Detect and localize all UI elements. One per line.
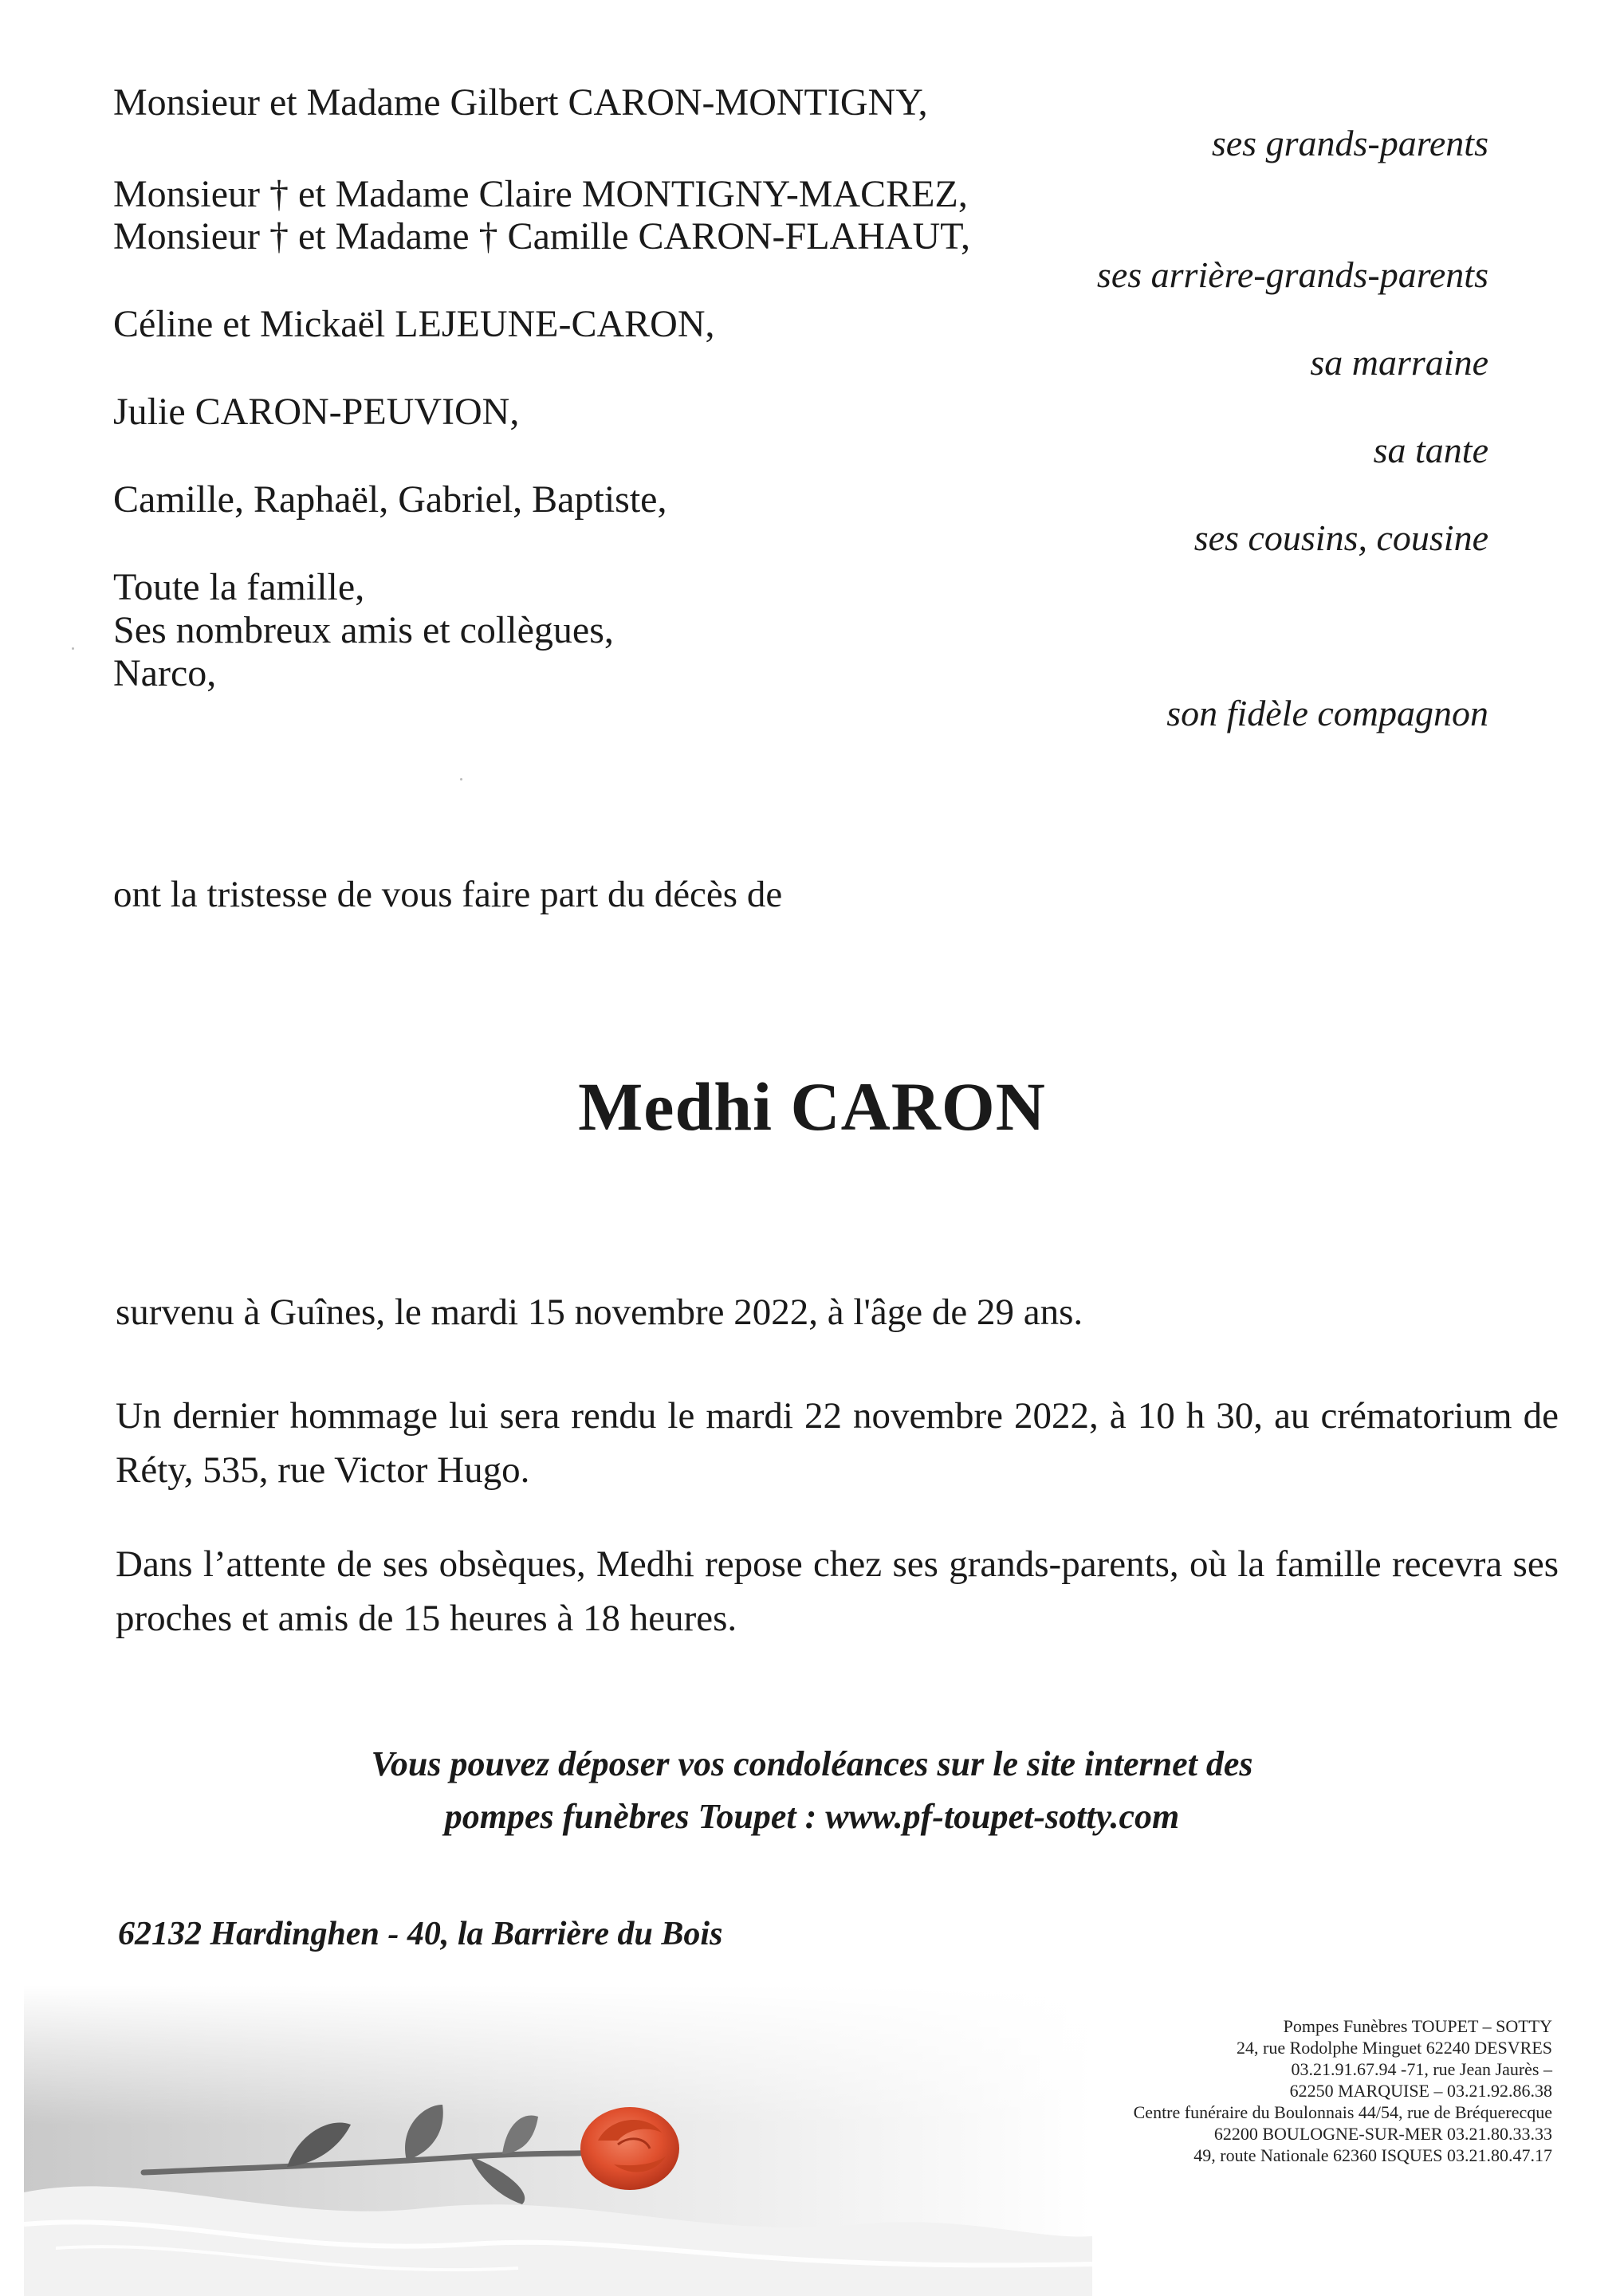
family-line: Narco, xyxy=(113,652,217,694)
top-fade xyxy=(24,1985,1092,2296)
role-label: son fidèle compagnon xyxy=(1166,693,1488,733)
role-label: sa tante xyxy=(1373,430,1488,470)
funeral-home-line: Centre funéraire du Boulonnais 44/54, rue de Bréquerecque xyxy=(1133,2102,1552,2122)
role-label: ses grands-parents xyxy=(1211,123,1488,163)
family-line: Camille, Raphaël, Gabriel, Baptiste, xyxy=(113,478,667,521)
role-label: ses arrière-grands-parents xyxy=(1096,254,1488,295)
condolences-notice xyxy=(0,1738,1624,1843)
announcement-text: ont la tristesse de vous faire part du décès de xyxy=(113,874,783,915)
funeral-home-line: 49, route Nationale 62360 ISQUES 03.21.80.47.17 xyxy=(1193,2145,1552,2165)
rose-on-beach-image xyxy=(24,1985,1092,2296)
death-details: survenu à Guînes, le mardi 15 novembre 2022, à l'âge de 29 ans. xyxy=(116,1292,1083,1333)
family-line: Ses nombreux amis et collègues, xyxy=(113,609,614,651)
funeral-home-info xyxy=(1134,2015,1552,2166)
scan-speck xyxy=(72,647,74,650)
condolences-line-2[interactable]: pompes funèbres Toupet : www.pf-toupet-sotty.com xyxy=(444,1797,1180,1836)
family-line: Monsieur † et Madame † Camille CARON-FLAHAUT, xyxy=(113,215,970,258)
role-label: sa marraine xyxy=(1310,342,1488,383)
funeral-home-line: 24, rue Rodolphe Minguet 62240 DESVRES xyxy=(1237,2038,1552,2058)
deceased-name: Medhi CARON xyxy=(578,1068,1046,1145)
family-address: 62132 Hardinghen - 40, la Barrière du Bois xyxy=(118,1916,723,1952)
rose-bloom xyxy=(580,2107,679,2190)
family-line: Céline et Mickaël LEJEUNE-CARON, xyxy=(113,303,715,345)
family-line: Monsieur et Madame Gilbert CARON-MONTIGNY, xyxy=(113,81,928,124)
funeral-home-line: 62250 MARQUISE – 03.21.92.86.38 xyxy=(1289,2081,1552,2101)
scan-speck xyxy=(460,778,462,780)
funeral-home-line: 03.21.91.67.94 -71, rue Jean Jaurès – xyxy=(1291,2059,1552,2079)
funeral-home-line: 62200 BOULOGNE-SUR-MER 03.21.80.33.33 xyxy=(1213,2124,1552,2144)
wake-text: Dans l’attente de ses obsèques, Medhi repose chez ses grands-parents, où la famille recevra ses proches et amis de 15 heures à 18 heures. xyxy=(116,1543,1559,1639)
role-label: ses cousins, cousine xyxy=(1193,517,1488,558)
condolences-line-1: Vous pouvez déposer vos condoléances sur le site internet des xyxy=(371,1744,1253,1783)
family-line: Monsieur † et Madame Claire MONTIGNY-MACREZ, xyxy=(113,173,968,215)
funeral-home-line: Pompes Funèbres TOUPET – SOTTY xyxy=(1283,2016,1552,2036)
family-line: Julie CARON-PEUVION, xyxy=(113,391,520,433)
family-line: Toute la famille, xyxy=(113,566,365,608)
tribute-text: Un dernier hommage lui sera rendu le mardi 22 novembre 2022, à 10 h 30, au crématorium de Réty, 535, rue Victor Hugo. xyxy=(116,1395,1559,1491)
